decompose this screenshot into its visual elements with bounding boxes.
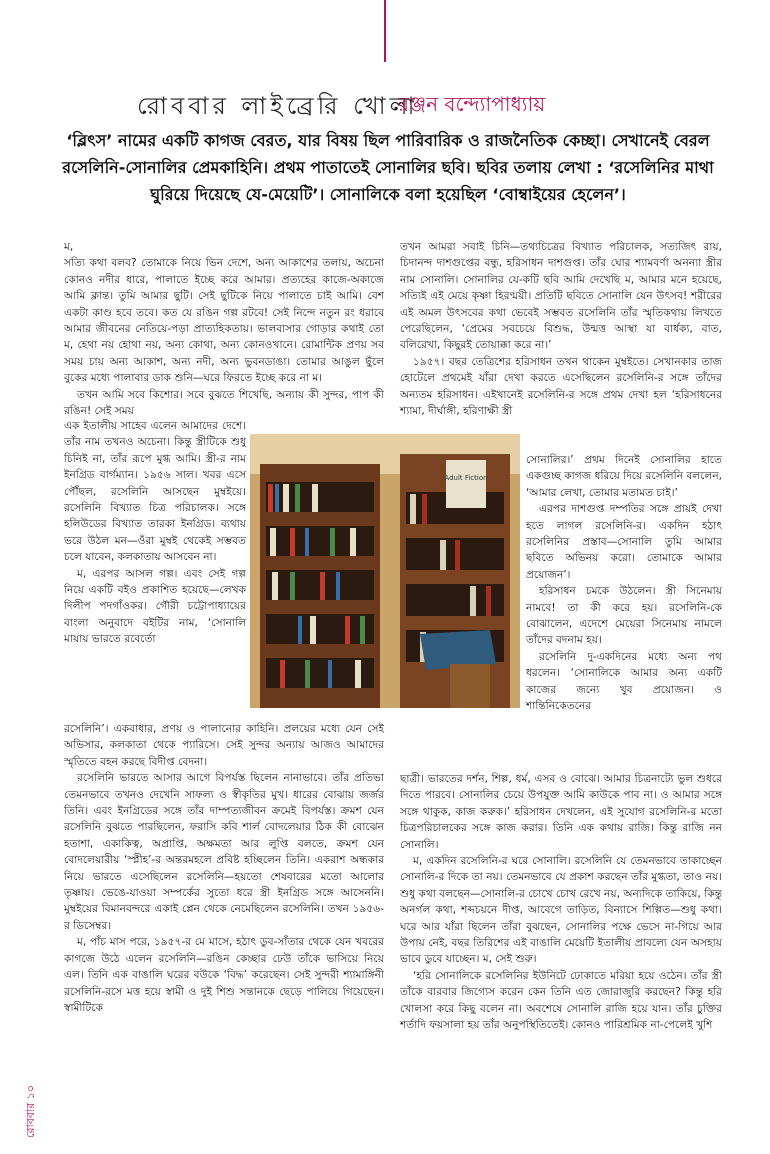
- page-footer: [22, 1078, 36, 1138]
- paragraph: এক ইতালীয় সাহেব এলেন আমাদের দেশে। তাঁর নাম তখনও অচেনা। কিন্তু স্ত্রীটিকে শুধু চিনিই না, তাঁর রূপে মুগ্ধ আমি। স্ত্রী-র নাম ইনগ্রিড বার্গম্যান। ১৯৫৬ সাল। খবর এসে পৌঁছল, রসেলিনি আসছেন মুম্বইয়ে। রসেলিনি বিখ্যাত চিত্র পরিচালক। সঙ্গে হলিউডের বিখ্যাত তারকা ইনগ্রিড। ব্যথায় ভরে উঠল মন—ওঁরা মুম্বই থেকেই সম্ভবত চলে যাবেন, কলকাতায় আসবেন না।: [64, 420, 246, 564]
- paragraph: তখন আমরা সবাই চিনি—তথ্যচিত্রের বিখ্যাত পরিচালক, সত্যজিৎ রায়, চিদানন্দ দাশগুপ্তের বন্ধু, হরিসাধন দাশগুপ্ত। তাঁর ঘোর শ্যামবর্ণা অনন্যা স্ত্রীর নাম সোনালি। সোনালির যে-কটি ছবি আমি দেখেছি ম, আমার মনে হয়েছে, সত্যিই এই মেয়ে কৃষ্ণা হিরণ্ময়ী। প্রতিটি ছবিতে সোনালি যেন উৎসব! শরীরের এই অমল উৎসবের কথা ভেবেই সম্ভবত রসেলিনি তাঁর স্মৃতিকথায় লিখতে পেরেছিলেন, ‘প্রেমের সবচেয়ে বিশুদ্ধ, উন্মত্ত আস্থা যা বার্ধক্য, বাত, বলিরেখা, কিছুরই তোয়াক্কা করে না।’: [400, 241, 722, 352]
- author-name: রঞ্জন বন্দ্যোপাধ্যায়: [398, 92, 546, 116]
- right-column-beside-photo: [526, 452, 722, 715]
- bookshelf-illustration: [250, 434, 520, 708]
- paragraph: হরিসাধন চমকে উঠলেন। স্ত্রী সিনেমায় নামবে! তা কী করে হয়। রসেলিনি-কে বোঝালেন, এদেশে মেয়েরা সিনেমায় নামলে তাঁদের বদনাম হয়।: [526, 585, 722, 647]
- library-bookshelf-photo: [250, 434, 520, 708]
- paragraph: ম, একদিন রসেলিনি-র ঘরে সোনালি। রসেলিনি যে তেমনভাবে তাকাচ্ছেন সোনালি-র দিকে তা নয়। তেমনভাবে যে প্রকাশ করছেন তাঁর মুগ্ধতা, তাও নয়। শুধু কথা বলছেন—সোনালি-র চোখে চোখ রেখে নয়, অন্যদিকে তাকিয়ে, কিন্তু অনর্গল কথা, শব্দচয়নে দীপ্ত, আবেগে তাড়িত, বিন্যাসে শিল্পিত—শুধু কথা। ঘরে আর যাঁরা ছিলেন তাঁরা বুঝছেন, সোনালির পক্ষে ভেসে না-গিয়ে আর উপায় নেই, বছর তিরিশের এই বাঙালি মেয়েটি ইতালীয় প্রাবল্যে যেন অসহায় ভাবে ডুবে যাচ্ছেন। ম, সেই শুরু।: [400, 855, 722, 966]
- paragraph: রসেলিনি ভারতে আসার আগে বিপর্যস্ত ছিলেন নানাভাবে। তাঁর প্রতিভা তেমনভাবে তখনও দেখেনি সাফল্য ও স্বীকৃতির মুখ। ধারের বোঝায় জর্জর তিনি। এবং ইনগ্রিডের সঙ্গে তাঁর দাম্পত্যজীবন ক্রমেই বিপর্যস্ত। ক্রমশ যেন রসেলিনি বুঝতে পারছিলেন, ফরাসি কবি শার্ল বোদলেয়ার ঠিক কী বোঝেন হতাশা, একাকিত্ব, অপ্রাপ্তি, অক্ষমতা আর লুপ্তি বলতে, ক্রমশ যেন বোদলেয়ারীয় ‘স্প্লীহ’-র অন্তরমহলে প্রবিষ্ট হচ্ছিলেন তিনি। একরাশ অন্ধকার নিয়ে ভারতে এসেছিলেন রসেলিনি—হয়তো শেষবারের মতো আলোর তৃষ্ণায়। ভেঙে-যাওয়া সম্পর্কের সুতো ধরে স্ত্রী ইনগ্রিড সঙ্গে আসেননি। মুম্বইয়ের বিমানবন্দরে একাই প্লেন থেকে নেমেছিলেন রসেলিনি। তখন ১৯৫৬-র ডিসেম্বর।: [64, 772, 384, 932]
- left-column-beside-photo: [64, 418, 246, 648]
- right-column-top: [400, 239, 722, 419]
- footer-label: রোববার ১০: [24, 1085, 37, 1138]
- paragraph: ‘হরি সোনালিকে রসেলিনির ইউনিটে ঢোকাতে মরিয়া হয়ে ওঠেন। তাঁর স্ত্রী তাঁকে বারবার জিগ্যেস করেন কেন তিনি এত জোরাজুরি করছেন? কিন্তু হরি খোলসা করে কিছু বলেন না। অবশেষে সোনালি রাজি হয়ে যান। তাঁর চুক্তির শর্তাদি ফয়সালা হয় তাঁর অনুপস্থিতিতেই। কোনও পারিশ্রমিক না-পেলেই খুশি: [400, 969, 722, 1032]
- paragraph: ম, পাঁচ মাস পরে, ১৯৫৭-র মে মাসে, হঠাৎ ডুব-সাঁতার থেকে যেন খবরের কাগজে উঠে এলেন রসেলিনি—রঙিন কেচ্ছার ঢেউ তাঁকে ভাসিয়ে নিয়ে এল। তিনি এক বাঙালি ঘরের বউকে ‘বিদ্ধ’ করেছেন। সেই সুন্দরী শ্যামাঙ্গিনী রসেলিনি-রসে মত্ত হয়ে স্বামী ও দুই শিশু সন্তানকে ছেড়ে পালিয়ে গিয়েছেন। স্বামীটিকে: [64, 936, 384, 1014]
- paragraph: রসেলিনি’। একবাধার, প্রণয় ও পালানোর কাহিনি। প্রলয়ের মধ্যে যেন সেই অভিসার, কলকাতা থেকে প্যারিসে। সেই সুন্দর অন্যায় আজও আমাদের স্মৃতিতে বহন করছে বিদীপ্ত বেদনা।: [64, 723, 384, 768]
- paragraph: ম, এরপর আসল গল্প। এবং সেই গল্প নিয়ে একটি বইও প্রকাশিত হয়েছে—লেখক দিলীপ পদগাঁওকর। গৌরী চট্টোপাধ্যায়ের বাংলা অনুবাদে বইটির নাম, ‘সোনালি মায়ায় ভারতে রবের্তো: [64, 567, 246, 646]
- left-column-bottom: [64, 721, 384, 1016]
- paragraph: এরপর দাশগুপ্ত দম্পতির সঙ্গে প্রায়ই দেখা হতে লাগল রসেলিনি-র। একদিন হঠাৎ রসেলিনির প্রস্তাব—সোনালি তুমি আমার ছবিতে অভিনয় করো। তোমাকে আমার প্রয়োজন’।: [526, 503, 722, 581]
- salutation: ম,: [64, 241, 74, 253]
- paragraph: সোনালির।’ প্রথম দিনেই সোনালির হাতে একগুচ্ছ কাগজ ধরিয়ে দিয়ে রসেলিনি বললেন, ‘আমার লেখা, তোমার মতামত চাই।’: [526, 454, 723, 499]
- header-divider-line: [384, 0, 386, 62]
- paragraph: রসেলিনি দু-একদিনের মধ্যে অন্য পথ ধরলেন। ‘সোনালিকে আমার অন্য একটি কাজের জন্যে খুব প্রয়োজন। ও শান্তিনিকেতনের: [526, 650, 722, 713]
- right-column-bottom: [400, 771, 722, 1034]
- paragraph: সত্যি কথা বলব? তোমাকে নিয়ে ভিন দেশে, অন্য আকাশের তলায়, অচেনা কোনও নদীর ধারে, পালাতে ইচ্ছে করে আমার। প্রত্যহের কাজে-অকাজে আমি ক্লান্ত। তুমি আমার ছুটি। সেই ছুটিকে নিয়ে পালাতে চাই আমি। বেশ একটা কাণ্ড হবে তবে। কত যে রঙিন গল্প রটবে! সেই নিন্দে নতুন রং ধরাবে আমার জীবনের নেতিয়ে-পড়া প্রাত্যহিকতায়। ভালবাসার গোড়ার কথাই তো ম, হেথা নয় হোথা নয়, অন্য কোথা, অন্য কোনওখানে। রোমান্টিক প্রণয় সব সময় চায় অন্য আকাশ, অন্য নদী, অন্য ভুবনডাঙা। তোমার আঙুল ছুঁলে বুকের মধ্যে পালাবার ডাক শুনি—ঘরে ফিরতে ইচ্ছে করে না ম।: [64, 257, 384, 385]
- paragraph: ছাত্রী। ভারতের দর্শন, শিল্প, ধর্ম, এসব ও বোঝে। আমার চিত্রনাট্যে ভুল শুধরে দিতে পারবে। সোনালির চেয়ে উপযুক্ত আমি কাউকে পাব না। ও আমার সঙ্গে সঙ্গে থাকুক, কাজ করুক।’ হরিসাধন দেখলেন, এই সুযোগ রসেলিনি-র মতো চিত্রপরিচালকের সঙ্গে কাজ করার। তিনি এক কথায় রাজি। কিন্তু রাজি নন সোনালি।: [400, 773, 722, 851]
- shelf-sign-text: Adult Fiction: [444, 474, 488, 482]
- article-header: [0, 88, 770, 122]
- left-column-top: [64, 239, 384, 419]
- column-title: রোববার লাইব্রেরি খোলা: [137, 92, 419, 120]
- paragraph: তখন আমি সবে কিশোর। সবে বুঝতে শিখেছি, অন্যায় কী সুন্দর, পাপ কী রঙিন! সেই সময়: [64, 388, 384, 418]
- paragraph: ১৯৫৭। বছর তেত্রিশের হরিসাধন তখন থাকেন মুম্বইতে। সেখানকার তাজ হোটেলে প্রথমেই যাঁরা দেখা করতে এসেছিলেন রসেলিনি-র সঙ্গে তাঁদের অন্যতম হরিসাধন। এইখানেই রসেলিনি-র সঙ্গে প্রথম দেখা হল ‘হরিসাধনের শ্যামা, দীর্ঘাঙ্গী, হরিণাক্ষী স্ত্রী: [400, 355, 722, 418]
- lead-paragraph: ‘ব্লিৎস’ নামের একটি কাগজ বেরত, যার বিষয় ছিল পারিবারিক ও রাজনৈতিক কেচ্ছা। সেখানেই বেরল রসেলিনি-সোনালির প্রেমকাহিনি। প্রথম পাতাতেই সোনালির ছবি। ছবির তলায় লেখা : ‘রসেলিনির মাথা ঘুরিয়ে দিয়েছে যে-মেয়েটি’। সোনালিকে বলা হয়েছিল ‘বোম্বাইয়ের হেলেন’।: [62, 131, 714, 204]
